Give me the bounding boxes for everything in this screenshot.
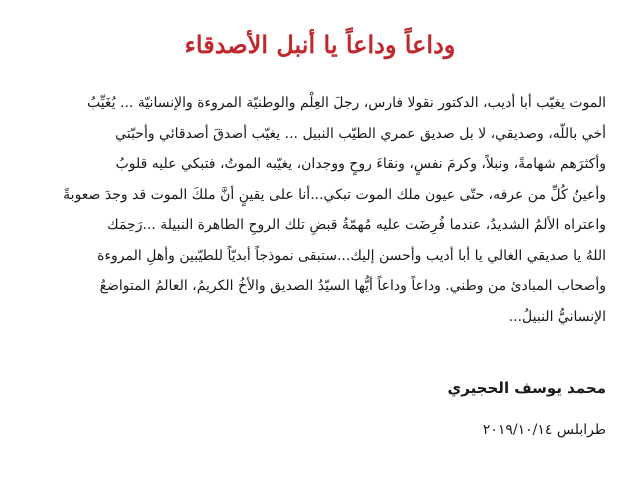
body-line: وأكثرَهم شهامةً، ونبلاً، وكرمَ نفسٍ، ونقاءَ روحٍ ووجدان، يغيّبه الموتُ، فتبكي عليه قلوبُ bbox=[115, 156, 606, 172]
author-signature: محمد يوسف الحجيري bbox=[447, 379, 606, 397]
body-line: الإنسانيُّ النبيلُ... bbox=[508, 308, 606, 325]
body-line: وأعينُ كُلِّ من عرفه، حتّى عيون ملك الموت تبكي...أنا على يقينٍ أنَّ ملكَ الموت قد وجدَ صعوبةً bbox=[63, 186, 606, 203]
place-date: طرابلس ٢٠١٩/١٠/١٤ bbox=[482, 422, 606, 438]
body-line: اللهُ يا صديقي الغالي يا أبا أديب وأحسن إليك...ستبقى نموذجاً أبديّاً للطيّبين وأهلِ المروءة bbox=[97, 247, 606, 264]
page-title: وداعاً وداعاً يا أنبل الأصدقاء bbox=[184, 30, 456, 59]
body-line: الموت يغيّب أبا أديب، الدكتور نقولا فارس، رجلَ العِلْم والوطنيّة المروءة والإنسانيّة ... يُغَيِّبُ bbox=[86, 95, 606, 111]
letter-body bbox=[40, 88, 606, 332]
body-line: وأصحاب المبادئ من وطني. وداعاً وداعاً أيُّها السيّدُ الصديق والأخُ الكريمُ، العالمُ المتواضعُ bbox=[99, 278, 606, 294]
body-line: واعتراه الألمُ الشديدُ، عندما فُرِضَت عليه مُهمّةُ قبضِ تلك الروحِ الطاهرة النبيلة ...رَحِمَك bbox=[107, 217, 606, 233]
body-line: أخي باللّه، وصديقي، لا بل صديق عمري الطيّب النبيل ... يغيّب أصدقَ أصدقائي وأحبّتي bbox=[115, 125, 606, 142]
